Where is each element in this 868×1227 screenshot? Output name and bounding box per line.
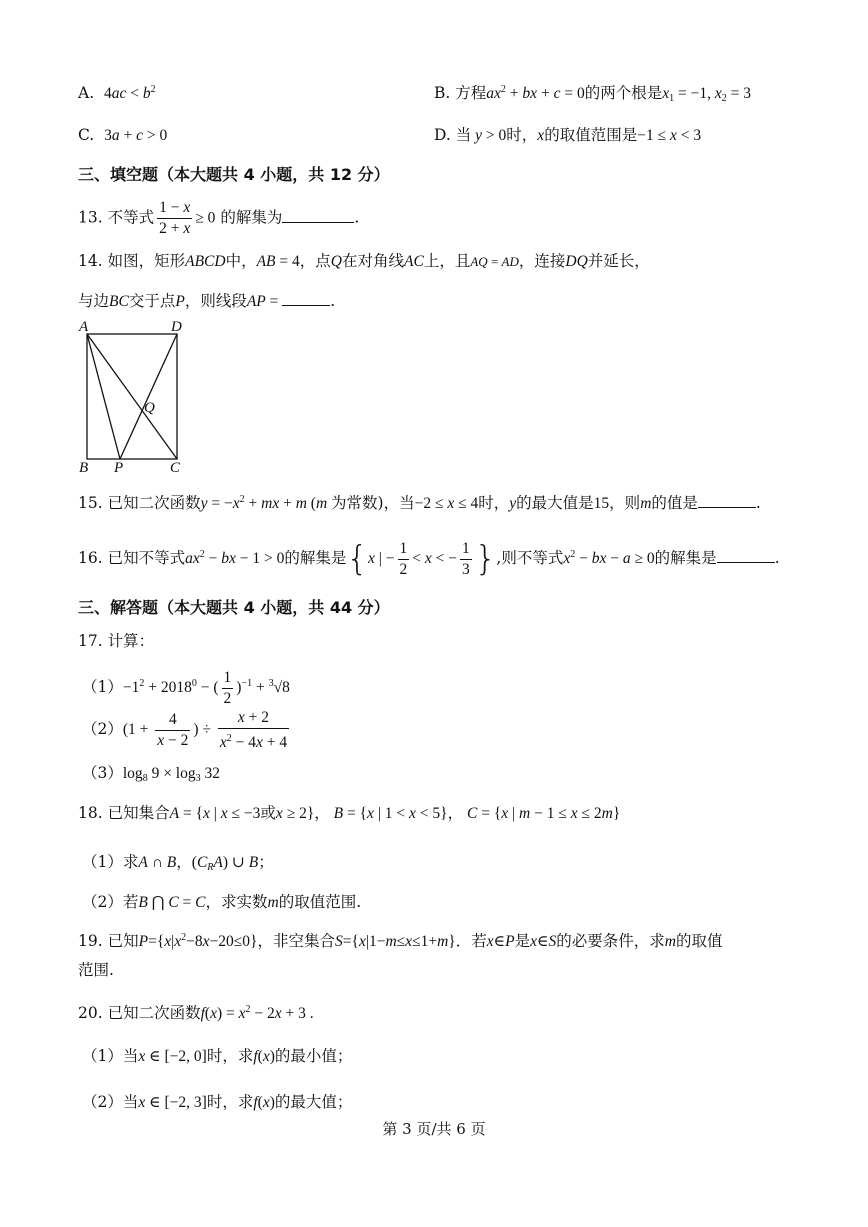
question-number: 19. [78, 932, 103, 950]
question-number: 15. [78, 494, 103, 512]
option-b-equation: $ax^2$ + bx + c = 0 [486, 84, 585, 102]
q16-ineq2: $x^2$ − bx − a ≥ 0 [563, 549, 655, 567]
option-c-label: C. [78, 126, 95, 144]
q18-text: 已知集合 [107, 804, 170, 822]
label-q: Q [144, 400, 155, 416]
option-b [434, 79, 751, 110]
q20-text: 的最大值； [274, 1093, 353, 1111]
brace-right: } [474, 539, 497, 579]
q19-text: 的必要条件，求 [556, 932, 665, 950]
part-label: （1）求 [82, 853, 139, 871]
answer-blank [717, 548, 775, 563]
q17-title: 计算： [107, 632, 155, 650]
q14-rect: ABCD [185, 253, 226, 270]
section-title-fill-in: 三、填空题（本大题共 4 小题，共 12 分） [78, 165, 390, 184]
q17-part3 [82, 762, 220, 790]
q16-text: 的解集是 [284, 549, 347, 567]
answer-blank [282, 291, 330, 306]
q14-text: 交于点 [128, 292, 176, 310]
question-number: 14. [78, 252, 103, 270]
q20-fx: f(x) [253, 1094, 275, 1111]
option-a-label: A. [78, 84, 95, 102]
q18-cond: B ⋂ C = C [138, 894, 206, 911]
q20-domain1: x ∈ [−2, 0] [138, 1048, 207, 1065]
q20-text: 已知二次函数 [107, 1004, 201, 1022]
answer-blank [698, 493, 756, 508]
label-a: A [79, 319, 89, 335]
q14-ac: AC [404, 253, 424, 270]
q15-func: $y = -x^2$ + mx + m (m [200, 494, 328, 512]
q15-max: 15 [593, 495, 610, 512]
q20-text: 的最小值； [274, 1047, 353, 1065]
question-14-line1 [78, 250, 650, 273]
q15-text: 为常数)，当 [331, 494, 415, 512]
q18-text: ， [176, 853, 192, 871]
q15-text: 时， [478, 494, 510, 512]
segment-dp [120, 334, 177, 459]
question-20 [78, 999, 314, 1025]
question-17 [78, 630, 154, 652]
q14-text: ，点 [299, 252, 331, 270]
q14-text: 并延长， [587, 252, 650, 270]
q19-text: 是 [514, 932, 531, 950]
q13-prefix: 不等式 [107, 208, 155, 227]
option-d [434, 124, 701, 147]
q17-part2 [82, 708, 292, 753]
q19-text: 已知 [107, 932, 139, 950]
question-number: 18. [78, 804, 103, 822]
q17-part1 [82, 666, 290, 709]
label-b: B [79, 460, 89, 476]
q18-set-a: A = {x | x ≤ −3 [169, 805, 261, 822]
question-number: 17. [78, 632, 103, 650]
q14-ab: AB = 4 [256, 253, 300, 270]
question-number: 13. [78, 208, 103, 227]
q14-bc: BC [109, 293, 129, 310]
q14-text: 在对角线 [342, 252, 405, 270]
q18-text: 的取值范围. [278, 893, 362, 911]
question-14-line2: 与边BC交于点P，则线段AP = . [78, 292, 336, 310]
q15-text: ，则 [609, 494, 641, 512]
q16-text: 已知不等式 [107, 549, 186, 567]
q18-text: ，求实数 [205, 893, 268, 911]
q19-m: m [664, 933, 676, 950]
q18-expr2: $(C_RA)$ ∪ B [191, 854, 259, 873]
q19-set-s: S={x|1−m≤x≤1+m} [335, 933, 456, 950]
q18-text: 或 [260, 804, 276, 822]
q18-part2 [82, 891, 361, 914]
q13-inequality: ≥ 0 [195, 209, 216, 227]
q19-text: 的取值 [675, 932, 723, 950]
option-a [78, 79, 156, 105]
segment-ap [87, 334, 120, 459]
option-d-prefix: 当 [455, 126, 472, 144]
q14-text: 上，且 [423, 252, 471, 270]
q19-text: ．若 [455, 932, 487, 950]
option-c [78, 124, 167, 147]
option-d-x: x [537, 127, 545, 144]
q19-set-p: $P=\{x|x^2-8x-20\le 0\}$ [138, 932, 258, 950]
q15-text: 已知二次函数 [107, 494, 201, 512]
q17-expr1: $-1^2 + 2018^0$ − ( $\frac{1}{2}$ )$^{-1}$ + $^3$√8 [122, 668, 290, 707]
q14-text: 如图，矩形 [107, 252, 186, 270]
label-d: D [171, 319, 182, 335]
diagonal-ac [87, 334, 177, 459]
q16-ineq1: $ax^2$ − bx − 1 > 0 [185, 549, 285, 567]
option-d-range: −1 ≤ x < 3 [637, 127, 702, 144]
part-label: （2）当 [82, 1093, 139, 1111]
q14-p: P [175, 293, 185, 310]
q19-cond1: x∈P [486, 933, 515, 950]
section-title-solutions: 三、解答题（本大题共 4 小题，共 44 分） [78, 598, 390, 617]
q14-text: ，则线段 [184, 292, 247, 310]
q19-text: ，非空集合 [257, 932, 336, 950]
q14-text: 中， [225, 252, 257, 270]
option-b-prefix: 方程 [455, 84, 487, 102]
answer-blank [282, 208, 354, 223]
q14-dq: DQ [565, 253, 588, 270]
option-d-suffix: 的取值范围是 [544, 126, 638, 144]
option-d-mid: 时， [506, 126, 538, 144]
option-a-text: $4ac < b^2$ [103, 84, 156, 102]
q20-domain2: x ∈ [−2, 3] [138, 1094, 207, 1111]
q14-aq-eq-ad: AQ = AD [470, 254, 519, 269]
question-18 [78, 802, 620, 825]
part-label: （1）当 [82, 1047, 139, 1065]
option-d-cond: y > 0 [475, 127, 507, 144]
q15-text: 的值是 [651, 494, 698, 512]
q13-suffix: 的解集为 [220, 208, 283, 227]
q14-ap: AP = [246, 293, 283, 310]
q19-cond2: x∈S [530, 933, 557, 950]
question-19-line1 [78, 927, 722, 953]
label-p: P [114, 460, 124, 476]
page-footer: 第 3 页/共 6 页 [382, 1120, 486, 1138]
q15-y: y [509, 495, 517, 512]
question-16: 16. 已知不等式$ax^2$ − bx − 1 > 0的解集是{x | − $\frac{1}{2}$ < x < − $\frac{1}{3}$ },则不等式$x^2$ − bx − a ≥ 0的解集是 . [78, 539, 780, 579]
question-15: 15. 已知二次函数$y = -x^2$ + mx + m (m 为常数)，当−2 ≤ x ≤ 4时，y的最大值是15，则m的值是 . [78, 494, 761, 512]
q15-m: m [640, 495, 652, 512]
brace-left: { [346, 539, 369, 579]
question-19-line2: 范围. [78, 961, 114, 979]
q20-text: 时，求 [206, 1047, 254, 1065]
q20-part2 [82, 1091, 352, 1114]
q20-fx: f(x) [253, 1048, 275, 1065]
part-label: （3） [82, 764, 123, 782]
q20-text: 时，求 [206, 1093, 254, 1111]
q18-part1 [82, 851, 274, 879]
q17-expr3: $\log_8 9 \times \log_3 32$ [122, 765, 220, 784]
q14-text: 与边 [78, 292, 110, 310]
q15-domain: −2 ≤ x ≤ 4 [414, 495, 479, 512]
option-c-text: 3a + c > 0 [104, 127, 168, 144]
question-13: 13. 不等式 $\frac{1 - x}{2 + x}$ ≥ 0 的解集为 . [78, 199, 360, 237]
option-b-mid: 的两个根是 [584, 84, 663, 102]
q14-text: ，连接 [518, 252, 566, 270]
q15-text: 的最大值是 [516, 494, 594, 512]
part-label: （2）若 [82, 893, 139, 911]
q14-q: Q [330, 253, 342, 270]
q13-fraction: $\frac{1 - x}{2 + x}$ [159, 199, 191, 237]
part-label: （1） [82, 678, 123, 696]
q16-text: 的解集是 [654, 549, 717, 567]
q18-m: m [267, 894, 279, 911]
q16-set: x | − $\frac{1}{2}$ < x < − $\frac{1}{3}$ [368, 539, 470, 578]
q18-set-a-rest: x ≥ 2}， B = {x | 1 < x < 5}， C = {x | m − 1 ≤ x ≤ 2m} [275, 805, 621, 822]
q20-part1 [82, 1045, 352, 1068]
q17-expr2: (1 + $\frac{4}{x - 2}$ ) ÷ $\frac{x + 2}{x^2 - 4x + 4}$ [122, 709, 288, 751]
part-label: （2） [82, 720, 123, 739]
q18-text: ； [258, 853, 274, 871]
rectangle-figure [76, 316, 196, 476]
question-number: 16. [78, 549, 103, 567]
question-number: 20. [78, 1004, 103, 1022]
option-b-label: B. [434, 84, 451, 102]
label-c: C [170, 460, 181, 476]
q16-text: 则不等式 [501, 549, 564, 567]
option-d-label: D. [434, 126, 451, 144]
q18-expr1: A ∩ B [138, 854, 177, 871]
option-b-roots: $x_1 = -1$, $x_2 = 3$ [662, 85, 751, 104]
q20-func: $f(x) = x^2 - 2x + 3$ . [200, 1004, 314, 1022]
